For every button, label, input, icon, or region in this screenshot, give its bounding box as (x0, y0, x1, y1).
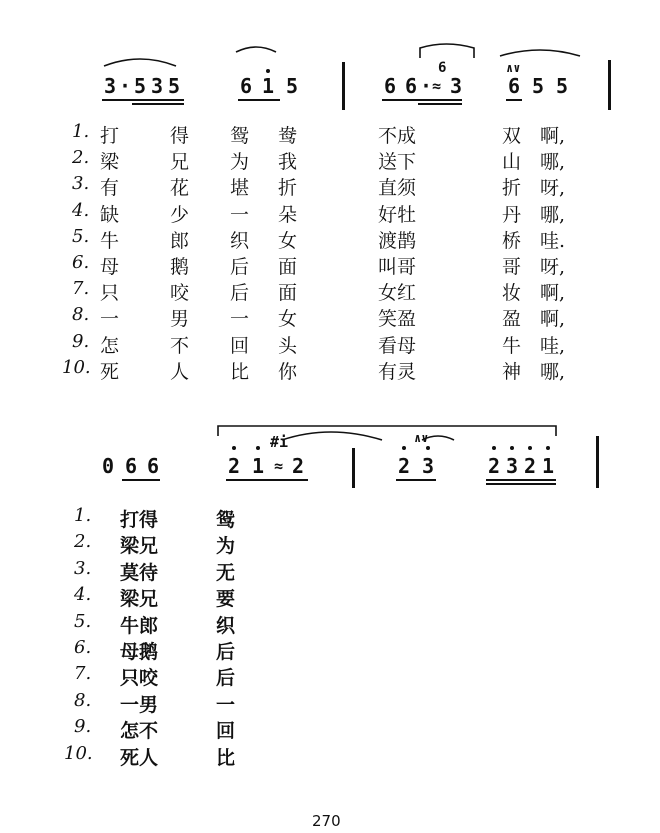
lyric-text: 比 (216, 746, 236, 769)
lyric-text: 啊, (540, 282, 566, 305)
lyric-text: 女红 (378, 282, 417, 305)
lyric-text: 无 (216, 561, 236, 584)
lyric-text: 啊, (540, 308, 566, 331)
verse-number: 10. (64, 742, 93, 764)
note: 1 (262, 74, 275, 98)
lyric-text: 盈 (502, 308, 522, 331)
verse-number: 5. (74, 610, 92, 632)
note: 3 (506, 454, 519, 478)
note: 5 (134, 74, 147, 98)
high-octave-dot (266, 69, 270, 73)
note: 6 (508, 74, 521, 98)
beam-line (102, 99, 184, 101)
lyric-text: 面 (278, 256, 298, 278)
verse-number: 1. (72, 121, 90, 142)
verse-number: 9. (72, 330, 90, 352)
verse-number: 3. (74, 557, 92, 579)
beam-line (238, 99, 280, 101)
beam-line (226, 479, 308, 481)
lyric-text: 梁兄 (120, 535, 159, 558)
mordent-icon: ∧∨ (414, 431, 429, 445)
verse-number: 10. (62, 356, 91, 378)
lyric-text: 哇. (540, 229, 566, 252)
note: 2 (488, 454, 501, 478)
high-octave-dot (546, 446, 550, 450)
verse-number: 2. (74, 531, 92, 553)
slur (104, 59, 176, 66)
lyric-text: 头 (278, 334, 298, 357)
lyric-text: 一 (230, 308, 250, 331)
lyric-text: 鸯 (278, 125, 298, 147)
note: 6 (147, 454, 160, 478)
lyric-text: 不成 (378, 125, 417, 147)
lyric-text: 后 (230, 282, 250, 305)
verse-number: 2. (72, 147, 90, 169)
lyric-text: 妆 (502, 282, 522, 305)
lyric-text: 咬 (170, 282, 190, 305)
lyric-text: 人 (170, 360, 190, 383)
note: 1 (542, 454, 555, 478)
lyric-text: 女 (278, 229, 298, 252)
lyric-text: 笑盈 (378, 308, 417, 331)
barline (596, 436, 599, 488)
verse-number: 5. (72, 225, 90, 247)
beam-line (486, 479, 556, 481)
note: 6 (384, 74, 397, 98)
lyric-text: 哪, (540, 203, 566, 226)
lyric-text: 送下 (378, 151, 417, 174)
beam-line (122, 479, 160, 481)
note: 5 (556, 74, 569, 98)
lyric-text: 织 (216, 614, 236, 637)
lyric-text: 你 (278, 360, 298, 383)
lyric-text: 双 (502, 125, 522, 147)
note: 5 (286, 74, 299, 98)
note: 6 (240, 74, 253, 98)
sharp-grace-note: #i (270, 433, 289, 451)
lyric-text: 打 (100, 125, 120, 147)
lyric-text: 死人 (120, 746, 159, 769)
lyric-text: 哇, (540, 334, 566, 357)
lyric-text: 母 (100, 256, 120, 278)
lyric-text: 回 (216, 720, 236, 743)
slur (282, 432, 382, 440)
lyric-text: 折 (278, 177, 298, 200)
note: 3 (104, 74, 117, 98)
lyric-text: 后 (230, 256, 250, 278)
lyric-text: 牛郎 (120, 614, 159, 637)
lyric-text: 为 (216, 535, 236, 558)
lyric-text: 直须 (378, 177, 417, 200)
beam-line (132, 103, 184, 105)
lyric-text: 牛 (502, 334, 522, 357)
beam-line (396, 479, 436, 481)
lyric-text: 不 (170, 334, 190, 357)
lyric-text: 朵 (278, 203, 298, 226)
note: 3 (422, 454, 435, 478)
slur (420, 44, 474, 58)
trill-mark: ≈ (432, 77, 442, 95)
lyric-text: 母鹅 (120, 641, 159, 663)
lyric-text: 我 (278, 151, 298, 174)
lyric-text: 折 (502, 177, 522, 200)
lyric-text: 男 (170, 308, 190, 331)
lyric-text: 山 (502, 151, 522, 174)
beam-line (418, 103, 462, 105)
note: 2 (292, 454, 305, 478)
verse-number: 3. (72, 173, 90, 195)
lyric-text: 哪, (540, 151, 566, 174)
lyric-text: 缺 (100, 203, 120, 226)
lyric-text: 鸳 (216, 509, 236, 531)
note: 2 (524, 454, 537, 478)
lyric-text: 牛 (100, 229, 120, 252)
lyric-text: 梁兄 (120, 588, 159, 611)
verse-number: 8. (74, 689, 92, 711)
lyric-text: 打得 (120, 509, 159, 531)
high-octave-dot (492, 446, 496, 450)
note: 0 (102, 454, 115, 478)
verse-number: 4. (72, 199, 90, 221)
verse-number: 6. (72, 252, 90, 273)
lyric-text: 渡鹊 (378, 229, 417, 252)
note: 6 (405, 74, 418, 98)
lyric-text: 叫哥 (378, 256, 417, 278)
note: 6 (125, 454, 138, 478)
lyric-text: 鹅 (170, 256, 190, 278)
lyric-text: 要 (216, 588, 236, 611)
lyric-text: 好牡 (378, 203, 417, 226)
lyric-text: 哪, (540, 360, 566, 383)
lyric-text: 一 (230, 203, 250, 226)
verse-number: 9. (74, 716, 92, 738)
lyric-text: 花 (170, 177, 190, 200)
high-octave-dot (402, 446, 406, 450)
lyric-text: 回 (230, 334, 250, 357)
note: 5 (168, 74, 181, 98)
lyric-text: 呀, (540, 177, 566, 200)
note: 3 (151, 74, 164, 98)
lyric-text: 神 (502, 360, 522, 383)
barline (608, 60, 611, 110)
lyric-text: 为 (230, 151, 250, 174)
barline (342, 62, 345, 110)
lyric-text: 呀, (540, 256, 566, 278)
lyric-text: 有 (100, 177, 120, 200)
slur (218, 426, 556, 436)
high-octave-dot (528, 446, 532, 450)
lyric-text: 比 (230, 360, 250, 383)
lyric-text: 后 (216, 641, 236, 663)
verse-number: 8. (72, 304, 90, 326)
lyric-text: 织 (230, 229, 250, 252)
lyric-text: 莫待 (120, 561, 159, 584)
high-octave-dot (510, 446, 514, 450)
note: 2 (398, 454, 411, 478)
high-octave-dot (256, 446, 260, 450)
lyric-text: 得 (170, 125, 190, 147)
lyric-text: 看母 (378, 334, 417, 357)
slur (500, 50, 580, 56)
lyric-text: 鸳 (230, 125, 250, 147)
verse-number: 4. (74, 584, 92, 606)
lyric-text: 一男 (120, 693, 159, 716)
beam-line (382, 99, 462, 101)
verse-number: 7. (74, 663, 92, 685)
lyric-text: 少 (170, 203, 190, 226)
lyric-text: 只 (100, 282, 120, 305)
lyric-text: 死 (100, 360, 120, 383)
lyric-text: 桥 (502, 229, 522, 252)
lyric-text: 堪 (230, 177, 250, 200)
note: 2 (228, 454, 241, 478)
lyric-text: 怎 (100, 334, 120, 357)
lyric-text: 哥 (502, 256, 522, 278)
barline (352, 448, 355, 488)
lyric-text: 兄 (170, 151, 190, 174)
lyric-text: 丹 (502, 203, 522, 226)
grace-note: 6 (438, 60, 447, 76)
note: 5 (532, 74, 545, 98)
beam-line (506, 99, 522, 101)
lyric-text: 啊, (540, 125, 566, 147)
note-dot: · (119, 74, 132, 98)
lyric-text: 面 (278, 282, 298, 305)
slur (236, 47, 276, 52)
high-octave-dot (426, 446, 430, 450)
lyric-text: 只咬 (120, 667, 159, 690)
lyric-text: 一 (216, 693, 236, 716)
lyric-text: 一 (100, 308, 120, 331)
verse-number: 1. (74, 505, 92, 526)
high-octave-dot (232, 446, 236, 450)
page-number: 270 (312, 812, 341, 826)
trill-mark: ≈ (274, 457, 284, 475)
lyric-text: 怎不 (120, 720, 159, 743)
note: 3 (450, 74, 463, 98)
verse-number: 7. (72, 278, 90, 300)
note: 1 (252, 454, 265, 478)
lyric-text: 梁 (100, 151, 120, 174)
note-dot: · (420, 74, 433, 98)
mordent-icon: ∧∨ (506, 61, 521, 75)
beam-line (486, 483, 556, 485)
verse-number: 6. (74, 637, 92, 658)
lyric-text: 女 (278, 308, 298, 331)
lyric-text: 有灵 (378, 360, 417, 383)
lyric-text: 后 (216, 667, 236, 690)
lyric-text: 郎 (170, 229, 190, 252)
